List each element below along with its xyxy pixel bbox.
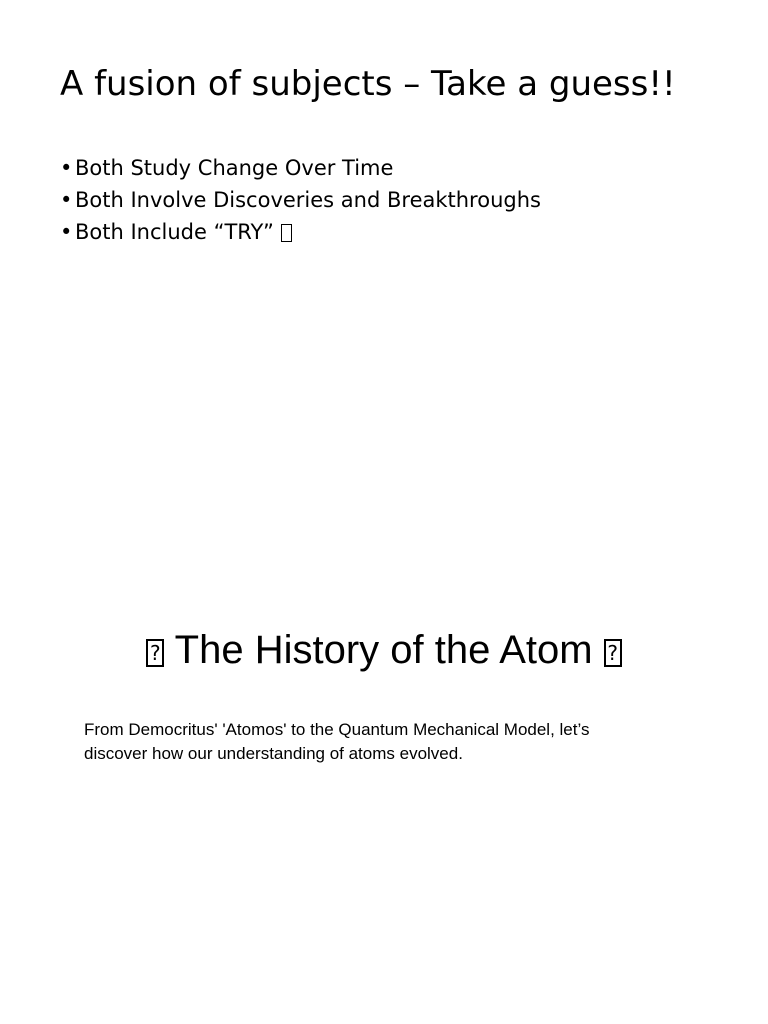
bullet-text: Both Study Change Over Time <box>75 156 394 180</box>
bullet-item <box>60 184 541 216</box>
bullet-text: Both Involve Discoveries and Breakthroughs <box>75 188 541 212</box>
slide-title-atom-history <box>0 624 768 676</box>
bullet-dot: • <box>60 220 73 244</box>
tofu-box-icon <box>281 224 292 242</box>
bullet-dot: • <box>60 188 73 212</box>
tofu-box-icon <box>604 639 622 667</box>
bullet-text: Both Include “TRY” <box>75 220 274 244</box>
bullet-item <box>60 152 541 184</box>
slide-title-text: The History of the Atom <box>174 628 593 672</box>
bullet-dot: • <box>60 156 73 180</box>
slide-title-fusion: A fusion of subjects – Take a guess!! <box>60 64 676 104</box>
tofu-box-icon <box>146 639 164 667</box>
slide-body-text: From Democritus' 'Atomos' to the Quantum Mechanical Model, let’s discover how our understanding of atoms evolved. <box>84 720 590 763</box>
bullet-list <box>60 152 541 248</box>
bullet-item <box>60 216 541 248</box>
